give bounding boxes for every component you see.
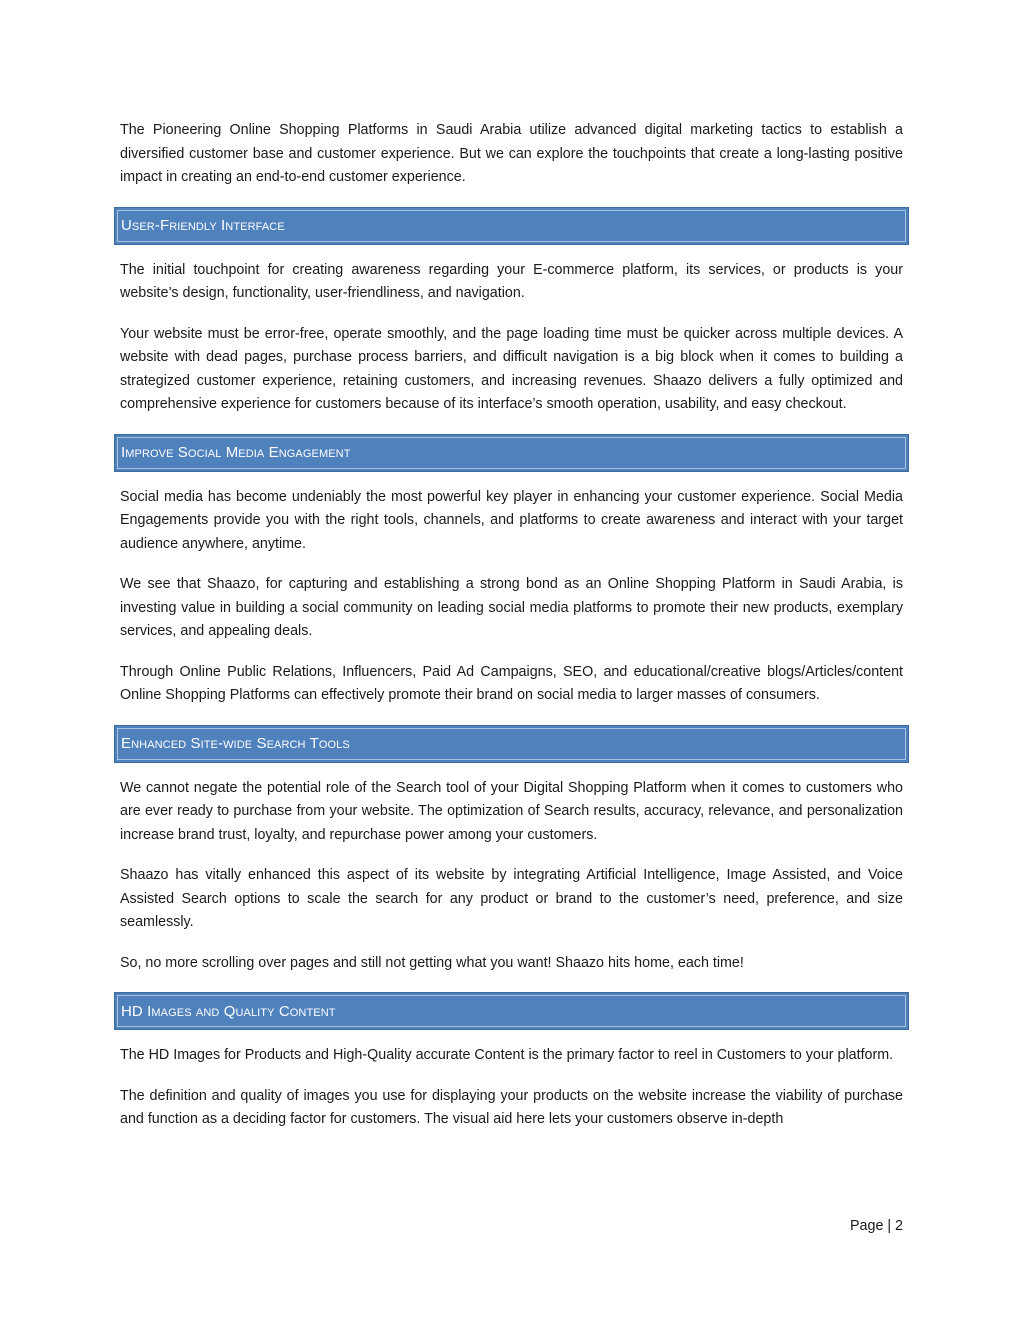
section-paragraph: We see that Shaazo, for capturing and establishing a strong bond as an Online Shopping Platform in Saudi Arabia, is investing value in building a social community on leading social media platforms to promote their new products, exemplary services, and appealing deals. bbox=[120, 576, 903, 639]
intro-paragraph: The Pioneering Online Shopping Platforms in Saudi Arabia utilize advanced digital marketing tactics to establish a diversified customer base and customer experience. But we can explore the touchpoints that create a long-lasting positive impact in creating an end-to-end customer experience. bbox=[120, 122, 903, 185]
section-heading-improve-social-media-engagement bbox=[114, 434, 909, 472]
section-paragraph: The definition and quality of images you use for displaying your products on the website increase the viability of purchase and function as a deciding factor for customers. The visual aid here lets your customers observe in-depth bbox=[120, 1087, 903, 1127]
page-content bbox=[120, 119, 903, 1149]
section-paragraph: Shaazo has vitally enhanced this aspect of its website by integrating Artificial Intelligence, Image Assisted, and Voice Assisted Search options to scale the search for any product or brand to the customer’s need, preference, and size seamlessly. bbox=[120, 867, 903, 930]
section-heading-enhanced-site-wide-search-tools bbox=[114, 725, 909, 763]
section-paragraph: Your website must be error-free, operate smoothly, and the page loading time must be quicker across multiple devices. A website with dead pages, purchase process barriers, and difficult navigation is a big block when it comes to building a strategized customer experience, retaining customers, and increasing revenues. Shaazo delivers a fully optimized and comprehensive experience for customers because of its interface’s smooth operation, usability, and easy checkout. bbox=[120, 325, 903, 412]
section-paragraph: Social media has become undeniably the most powerful key player in enhancing your customer experience. Social Media Engagements provide you with the right tools, channels, and platforms to create awareness and interact with your target audience anywhere, anytime. bbox=[120, 488, 903, 552]
section-heading-text: Improve Social Media Engagement bbox=[121, 444, 351, 461]
section-heading-text: User-Friendly Interface bbox=[121, 217, 285, 234]
section-paragraph: Through Online Public Relations, Influencers, Paid Ad Campaigns, SEO, and educational/creative blogs/Articles/content Online Shopping Platforms can effectively promote their brand on social media to larger masses of consumers. bbox=[120, 663, 903, 703]
section-heading-text: HD Images and Quality Content bbox=[121, 1002, 336, 1020]
section-heading-user-friendly-interface bbox=[114, 207, 909, 245]
section-paragraph: So, no more scrolling over pages and still not getting what you want! Shaazo hits home, each time! bbox=[120, 954, 744, 971]
page-number: Page | 2 bbox=[850, 1218, 903, 1234]
section-paragraph: The initial touchpoint for creating awareness regarding your E-commerce platform, its services, or products is your website’s design, functionality, user-friendliness, and navigation. bbox=[120, 261, 903, 301]
section-heading-hd-images-and-quality-content bbox=[114, 992, 909, 1030]
section-paragraph: We cannot negate the potential role of the Search tool of your Digital Shopping Platform when it comes to customers who are ever ready to purchase from your website. The optimization of Search results, accuracy, relevance, and personalization increase brand trust, loyalty, and repurchase power among your customers. bbox=[120, 779, 903, 843]
section-paragraph: The HD Images for Products and High-Quality accurate Content is the primary factor to reel in Customers to your platform. bbox=[120, 1047, 894, 1063]
section-heading-text: Enhanced Site-wide Search Tools bbox=[121, 735, 350, 752]
